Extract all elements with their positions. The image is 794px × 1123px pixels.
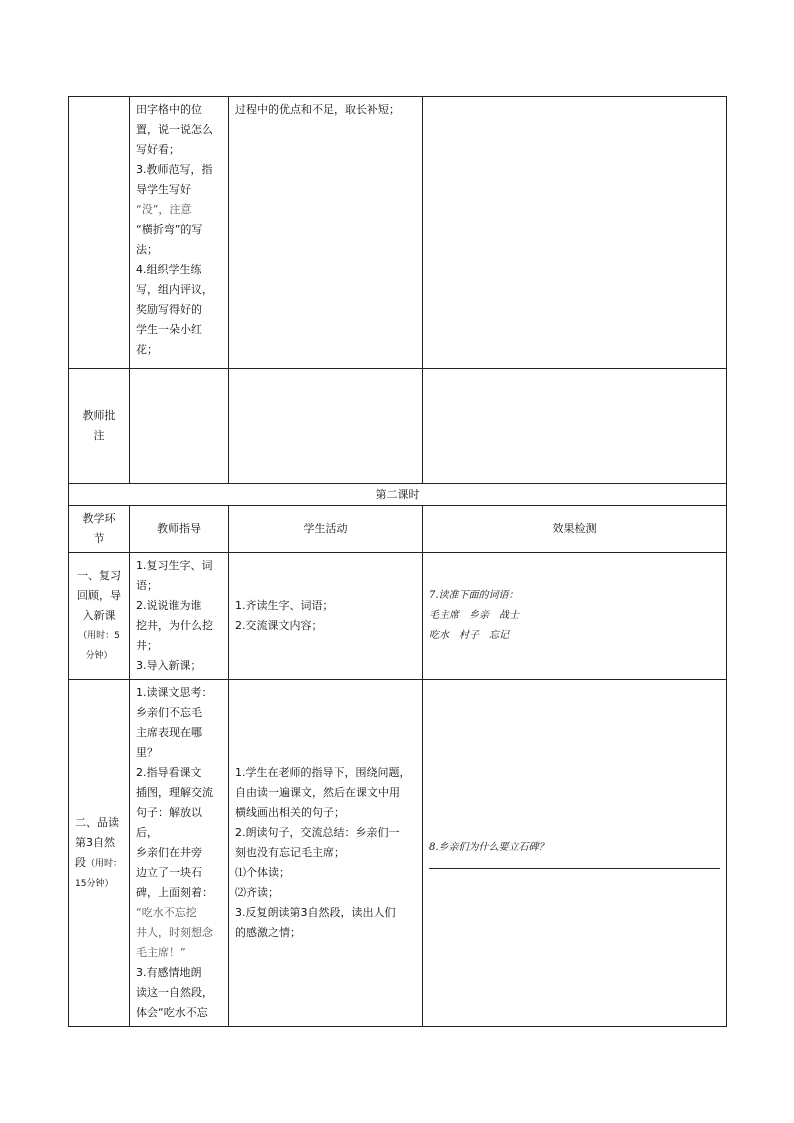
student-line: 的感激之情；	[235, 926, 301, 939]
header-student: 学生活动	[229, 506, 423, 553]
effect-line: 7.读准下面的词语：	[429, 590, 519, 601]
guide-line: “吃水不忘挖	[136, 906, 197, 919]
stage-line: 段	[75, 855, 86, 869]
guide-line: 花；	[136, 343, 158, 356]
comment-guide-empty	[130, 369, 229, 484]
student-line: 2.朗读句子，交流总结：乡亲们一	[235, 826, 400, 839]
guide-line: 1.读课文思考：	[136, 686, 213, 699]
effect-review	[423, 553, 727, 680]
stage-time-line: 15分钟）	[75, 878, 114, 889]
header-stage	[69, 506, 130, 553]
header-stage-line: 教学环	[82, 512, 116, 525]
student-line: ⑴个体读；	[235, 866, 290, 879]
row-section-title	[69, 484, 727, 506]
guide-line: 田字格中的位	[136, 103, 202, 116]
row-reading	[69, 680, 727, 1027]
guide-line: 语；	[136, 579, 158, 592]
guide-line: “没”，注意	[136, 203, 192, 216]
student-line: 2.交流课文内容；	[235, 619, 323, 632]
student-line: 刻也没有忘记毛主席；	[235, 846, 345, 859]
effect-cell-empty	[423, 97, 727, 369]
comment-effect-empty	[423, 369, 727, 484]
guide-line: 4.组织学生练	[136, 263, 202, 276]
guide-line: 1.复习生字、词	[136, 559, 213, 572]
stage-time-line: （用时：	[86, 858, 123, 869]
guide-line: 主席表现在哪	[136, 726, 202, 739]
guide-line: 3.教师范写，指	[136, 163, 213, 176]
guide-line: 2.指导看课文	[136, 766, 202, 779]
stage-line: 二、品读	[75, 815, 119, 829]
guide-line: 写好看；	[136, 143, 180, 156]
student-line: 横线画出相关的句子；	[235, 806, 345, 819]
guide-line: 句子：解放以后，	[136, 806, 202, 839]
guide-line: 3.导入新课；	[136, 659, 202, 672]
guide-line: 挖井，为什么挖	[136, 619, 213, 632]
header-effect: 效果检测	[423, 506, 727, 553]
effect-line: 毛主席 乡亲 战士	[429, 610, 519, 621]
guide-line: 奖励写得好的	[136, 303, 202, 316]
section-title: 第二课时	[69, 484, 727, 506]
stage-line: 入新课	[82, 609, 116, 622]
stage-reading	[69, 680, 130, 1027]
stage-line: 回顾，导	[77, 589, 121, 602]
comment-label-line: 教师批	[82, 409, 116, 422]
comment-label-line: 注	[93, 429, 105, 442]
row-headers	[69, 506, 727, 553]
guide-reading	[130, 680, 229, 1027]
guide-review	[130, 553, 229, 680]
stage-line: 一、复习	[77, 569, 121, 582]
teacher-comment-label	[69, 369, 130, 484]
lesson-plan-table	[68, 96, 727, 1027]
guide-line: 边立了一块石	[136, 866, 202, 879]
stage-line: 第3自然	[75, 835, 115, 849]
guide-line: 3.有感情地朗	[136, 966, 202, 979]
student-reading	[229, 680, 423, 1027]
student-line: ⑵齐读；	[235, 886, 279, 899]
student-line: 1.学生在老师的指导下，围绕问题，	[235, 766, 411, 779]
guide-line: 乡亲们在井旁	[136, 846, 202, 859]
guide-line: 置，说一说怎么	[136, 123, 213, 136]
guide-line: 2.说说谁为谁	[136, 599, 202, 612]
guide-cell	[130, 97, 229, 369]
header-guide: 教师指导	[130, 506, 229, 553]
stage-review	[69, 553, 130, 680]
guide-line: 学生一朵小红	[136, 323, 202, 336]
guide-line: 井人，时刻想念	[136, 926, 213, 939]
answer-blank-line	[429, 862, 720, 869]
guide-line: 乡亲们不忘毛	[136, 706, 202, 719]
effect-line: 吃水 村子 忘记	[429, 630, 509, 641]
student-cell	[229, 97, 423, 369]
guide-line: 井；	[136, 639, 158, 652]
guide-line: 毛主席！”	[136, 946, 186, 959]
stage-time-line: 分钟）	[85, 651, 113, 661]
guide-line: 导学生写好	[136, 183, 191, 196]
student-line: 过程中的优点和不足，取长补短；	[235, 103, 400, 116]
row-review	[69, 553, 727, 680]
student-line: 自由读一遍课文，然后在课文中用	[235, 786, 400, 799]
comment-student-empty	[229, 369, 423, 484]
student-line: 1.齐读生字、词语；	[235, 599, 334, 612]
student-review	[229, 553, 423, 680]
stage-time-line: （用时：5	[78, 631, 120, 641]
guide-line: 插图，理解交流	[136, 786, 213, 799]
effect-reading	[423, 680, 727, 1027]
stage-cell-empty	[69, 97, 130, 369]
guide-line: 碑，上面刻着：	[136, 886, 213, 899]
guide-line: “横折弯”的写	[136, 223, 203, 236]
guide-line: 写，组内评议，	[136, 283, 213, 296]
effect-question: 8.乡亲们为什么要立石碑？	[429, 841, 549, 853]
guide-line: 法；	[136, 243, 158, 256]
header-stage-line: 节	[93, 532, 105, 545]
row-teacher-comment	[69, 369, 727, 484]
guide-line: 里？	[136, 746, 158, 759]
student-line: 3.反复朗读第3自然段，读出人们	[235, 906, 396, 919]
row-writing-guidance	[69, 97, 727, 369]
guide-line: 体会“吃水不忘	[136, 1006, 208, 1019]
guide-line: 读这一自然段，	[136, 986, 213, 999]
